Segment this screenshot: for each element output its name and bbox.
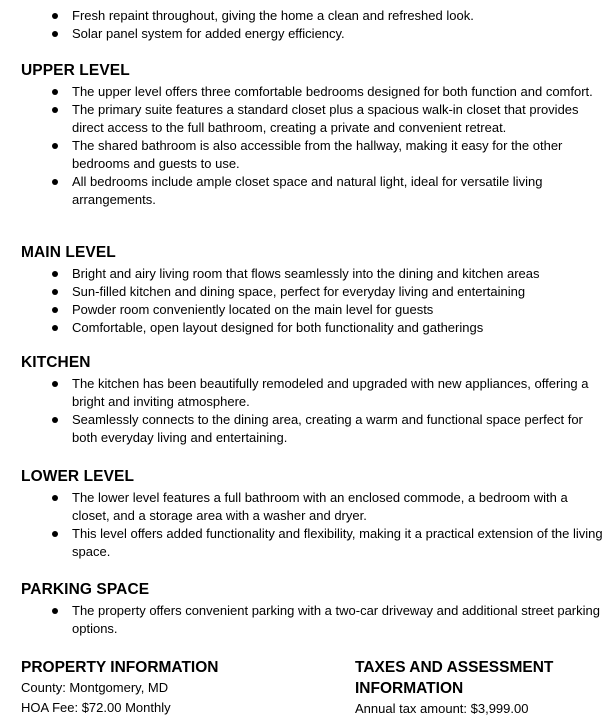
list-item: The upper level offers three comfortable bedrooms designed for both function and comfort. (0, 83, 615, 101)
lower-level-list (0, 489, 615, 561)
parking-list (0, 602, 615, 638)
section-heading: TAXES AND ASSESSMENT INFORMATION (355, 659, 554, 697)
section-heading: KITCHEN (21, 354, 91, 371)
section-heading: PARKING SPACE (21, 581, 150, 598)
list-item: The shared bathroom is also accessible from the hallway, making it easy for the other bedrooms and guests to use. (0, 137, 615, 173)
upper-level-section (0, 61, 615, 209)
main-level-list (0, 265, 615, 337)
section-heading: LOWER LEVEL (21, 468, 135, 485)
annual-tax-value: Annual tax amount: $3,999.00 (355, 701, 529, 716)
upper-level-list (0, 83, 615, 209)
hoa-fee-value: HOA Fee: $72.00 Monthly (21, 700, 171, 715)
list-item: All bedrooms include ample closet space and natural light, ideal for versatile living arrangements. (0, 173, 615, 209)
county-value: County: Montgomery, MD (21, 680, 169, 695)
kitchen-section (0, 353, 615, 447)
list-item: Comfortable, open layout designed for both functionality and gatherings (0, 319, 615, 337)
list-item: Sun-filled kitchen and dining space, perfect for everyday living and entertaining (0, 283, 615, 301)
list-item: The primary suite features a standard closet plus a spacious walk-in closet that provides direct access to the full bathroom, creating a private and convenient retreat. (0, 101, 615, 137)
intro-list (0, 7, 615, 43)
list-item: This level offers added functionality and flexibility, making it a practical extension of the living space. (0, 525, 615, 561)
kitchen-list (0, 375, 615, 447)
list-item: The property offers convenient parking with a two-car driveway and additional street parking options. (0, 602, 615, 638)
taxes-assessment-block (355, 657, 595, 719)
section-heading: UPPER LEVEL (21, 62, 130, 79)
lower-level-section (0, 467, 615, 561)
list-item: Powder room conveniently located on the main level for guests (0, 301, 615, 319)
list-item: The kitchen has been beautifully remodeled and upgraded with new appliances, offering a bright and inviting atmosphere. (0, 375, 615, 411)
section-heading: MAIN LEVEL (21, 244, 116, 261)
list-item: Seamlessly connects to the dining area, creating a warm and functional space perfect for both everyday living and entertaining. (0, 411, 615, 447)
list-item: Solar panel system for added energy efficiency. (0, 25, 615, 43)
property-information-block (21, 657, 321, 718)
list-item: The lower level features a full bathroom with an enclosed commode, a bedroom with a closet, and a storage area with a washer and dryer. (0, 489, 615, 525)
main-level-section (0, 243, 615, 337)
list-item: Bright and airy living room that flows seamlessly into the dining and kitchen areas (0, 265, 615, 283)
section-heading: PROPERTY INFORMATION (21, 659, 219, 676)
parking-section (0, 580, 615, 638)
list-item: Fresh repaint throughout, giving the home a clean and refreshed look. (0, 7, 615, 25)
